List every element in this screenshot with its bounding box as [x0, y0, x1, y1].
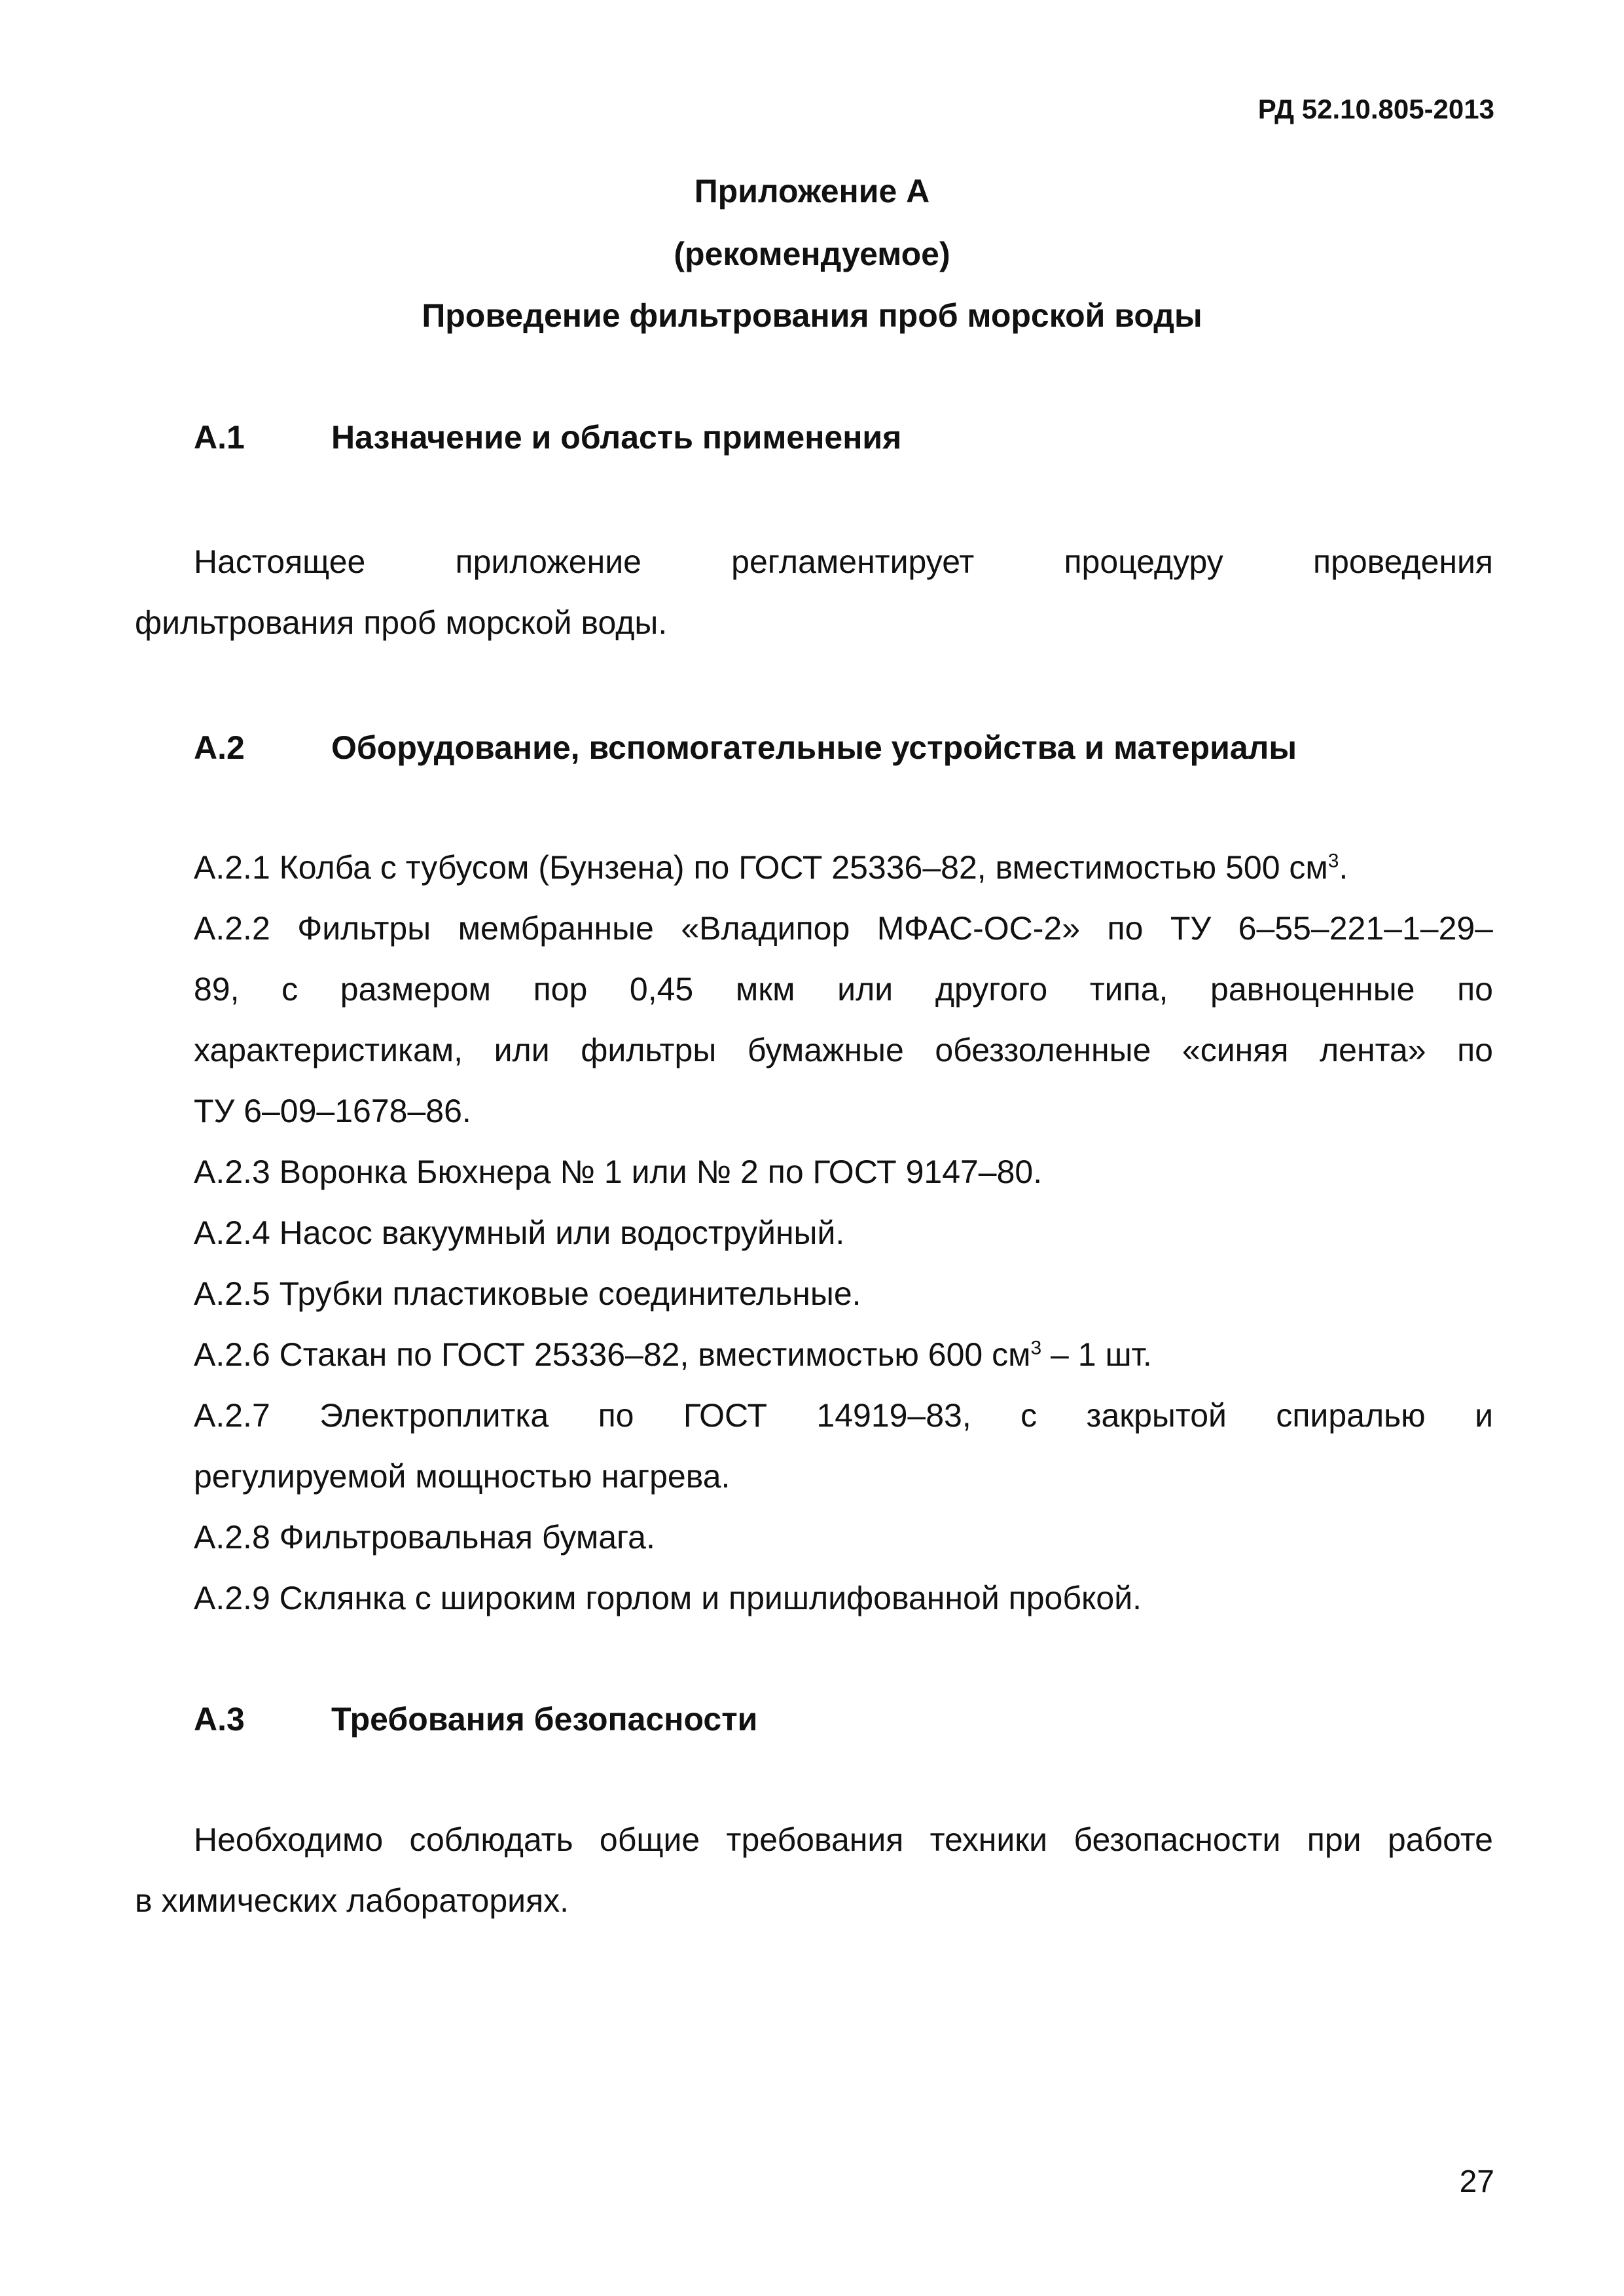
list-item-a29 [194, 1568, 1493, 1629]
section-number: А.1 [194, 419, 245, 456]
paragraph-line: Необходимо соблюдать общие требования техники безопасности при работе [194, 1821, 1493, 1858]
annex-title: Приложение А [694, 173, 930, 210]
section-number: А.3 [194, 1701, 245, 1738]
item-line: ТУ 6–09–1678–86. [194, 1093, 471, 1129]
item-line: характеристикам, или фильтры бумажные обеззоленные «синяя лента» по [194, 1032, 1493, 1068]
item-line: регулируемой мощностью нагрева. [194, 1458, 731, 1495]
list-item-a24 [194, 1203, 1493, 1264]
item-line: А.2.4 Насос вакуумный или водоструйный. [194, 1214, 845, 1251]
section-heading-a3 [194, 1700, 757, 1739]
paragraph-line: в химических лабораториях. [135, 1882, 569, 1919]
list-item-a28 [194, 1507, 1493, 1568]
section-a3-paragraph [135, 1810, 1493, 1931]
paragraph-line: Настоящее приложение регламентирует процедуру проведения [194, 543, 1493, 580]
list-item-a25 [194, 1264, 1493, 1324]
item-text: А.2.6 Стакан по ГОСТ 25336–82, вместимостью 600 см [194, 1336, 1031, 1373]
list-item-a21 [194, 837, 1493, 898]
item-text: А.2.1 Колба с тубусом (Бунзена) по ГОСТ 25336–82, вместимостью 500 см [194, 849, 1328, 886]
section-a1-paragraph [135, 532, 1493, 653]
section-title: Требования безопасности [331, 1701, 758, 1738]
superscript: 3 [1030, 1337, 1042, 1359]
list-item-a26 [194, 1324, 1493, 1385]
item-line: А.2.9 Склянка с широким горлом и пришлифованной пробкой. [194, 1580, 1142, 1616]
item-line: А.2.3 Воронка Бюхнера № 1 или № 2 по ГОСТ 9147–80. [194, 1154, 1043, 1190]
superscript: 3 [1327, 850, 1339, 872]
item-text-end: . [1339, 849, 1348, 886]
item-line: А.2.7 Электроплитка по ГОСТ 14919–83, с закрытой спиралью и [194, 1397, 1493, 1434]
item-line: А.2.5 Трубки пластиковые соединительные. [194, 1275, 861, 1312]
annex-type: (рекомендуемое) [674, 236, 950, 272]
list-item-a27 [194, 1385, 1493, 1507]
section-heading-a1 [194, 418, 901, 457]
item-line: 89, с размером пор 0,45 мкм или другого типа, равноценные по [194, 971, 1493, 1008]
list-item-a22 [194, 898, 1493, 1142]
page-number: 27 [1459, 2164, 1494, 2199]
item-text-end: – 1 шт. [1041, 1336, 1152, 1373]
section-number: А.2 [194, 729, 245, 766]
equipment-list [194, 837, 1493, 1629]
section-title: Оборудование, вспомогательные устройства и материалы [331, 729, 1297, 766]
item-line: А.2.8 Фильтровальная бумага. [194, 1519, 655, 1556]
item-line: А.2.2 Фильтры мембранные «Владипор МФАС-ОС-2» по ТУ 6–55–221–1–29– [194, 910, 1493, 947]
section-title: Назначение и область применения [331, 419, 902, 456]
paragraph-line: фильтрования проб морской воды. [135, 604, 668, 641]
list-item-a23 [194, 1142, 1493, 1203]
document-code: РД 52.10.805-2013 [1257, 94, 1494, 124]
section-heading-a2 [194, 728, 1297, 767]
annex-name: Проведение фильтрования проб морской воды [422, 297, 1202, 334]
